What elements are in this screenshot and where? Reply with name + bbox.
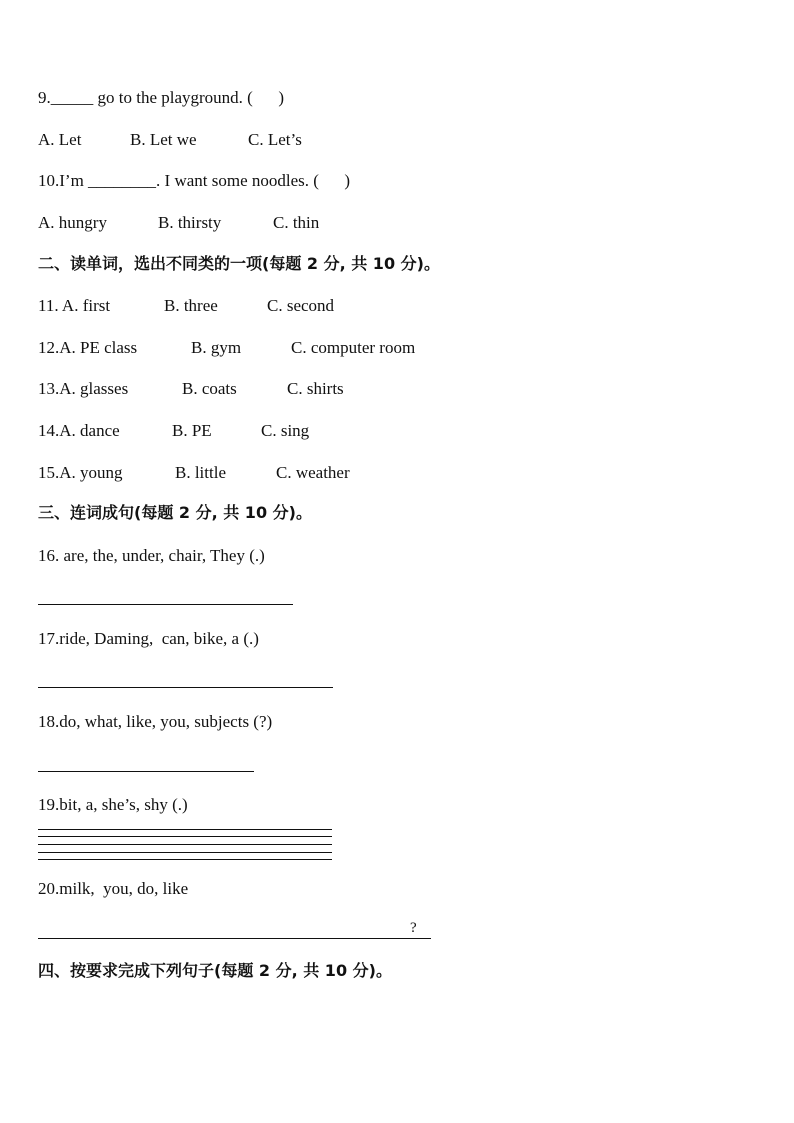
- q15-option-c: C. weather: [276, 463, 350, 482]
- answer-line-18[interactable]: [38, 771, 254, 772]
- q10-option-a: A. hungry: [38, 213, 107, 232]
- q12-option-b: B. gym: [191, 338, 242, 357]
- q13-option-c: C. shirts: [287, 379, 344, 398]
- q13-option-a: 13.A. glasses: [38, 379, 129, 398]
- question-20: 20.milk, you, do, like: [38, 879, 189, 898]
- section-3-heading: 三、连词成句(每题 2 分, 共 10 分)。: [38, 503, 312, 522]
- question-9: 9._____ go to the playground. ( ): [38, 88, 284, 107]
- q12-option-a: 12.A. PE class: [38, 338, 138, 357]
- q9-option-b: B. Let we: [130, 130, 197, 149]
- question-18: 18.do, what, like, you, subjects (?): [38, 712, 273, 731]
- writing-line-4: [38, 852, 332, 853]
- q12-option-c: C. computer room: [291, 338, 416, 357]
- question-16: 16. are, the, under, chair, They (.): [38, 546, 265, 565]
- question-10: 10.I’m ________. I want some noodles. ( ): [38, 171, 351, 190]
- question-mark: ?: [410, 920, 417, 936]
- question-19: 19.bit, a, she’s, shy (.): [38, 795, 188, 814]
- q9-option-a: A. Let: [38, 130, 82, 149]
- q11-option-c: C. second: [267, 296, 335, 315]
- section-2-heading: 二、读单词，选出不同类的一项(每题 2 分, 共 10 分)。: [38, 254, 440, 273]
- answer-line-17[interactable]: [38, 687, 333, 688]
- q11-option-b: B. three: [164, 296, 218, 315]
- q14-option-c: C. sing: [261, 421, 310, 440]
- writing-line-1[interactable]: [38, 829, 332, 830]
- answer-line-16[interactable]: [38, 604, 293, 605]
- writing-line-3: [38, 844, 332, 845]
- question-17: 17.ride, Daming, can, bike, a (.): [38, 629, 259, 648]
- q15-option-b: B. little: [175, 463, 226, 482]
- writing-line-5: [38, 859, 332, 860]
- writing-line-2: [38, 836, 332, 837]
- q15-option-a: 15.A. young: [38, 463, 123, 482]
- q10-option-b: B. thirsty: [158, 213, 222, 232]
- q11-option-a: 11. A. first: [38, 296, 111, 315]
- q13-option-b: B. coats: [182, 379, 237, 398]
- q9-option-c: C. Let’s: [248, 130, 302, 149]
- q10-option-c: C. thin: [273, 213, 320, 232]
- q14-option-a: 14.A. dance: [38, 421, 120, 440]
- section-4-heading: 四、按要求完成下列句子(每题 2 分, 共 10 分)。: [38, 961, 392, 980]
- q14-option-b: B. PE: [172, 421, 212, 440]
- answer-line-20[interactable]: [38, 938, 431, 939]
